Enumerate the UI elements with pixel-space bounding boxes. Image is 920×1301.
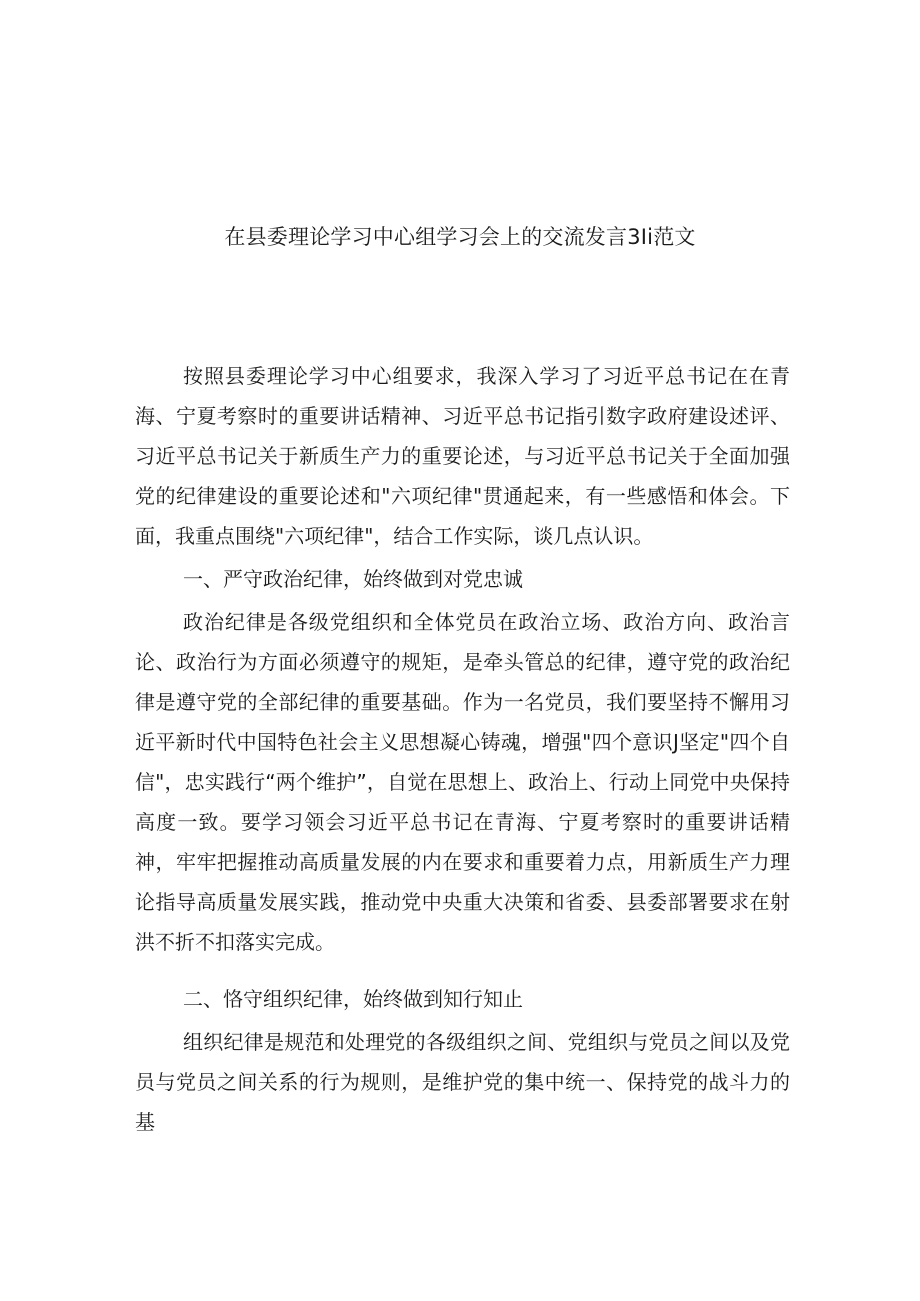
document-title: 在县委理论学习中心组学习会上的交流发言3Ii范文 [224,225,696,249]
section-heading-1: 一、严守政治纪律，始终做到对党忠诚 [183,567,523,591]
intro-paragraph: 按照县委理论学习中心组要求，我深入学习了习近平总书记在在青海、宁夏考察时的重要讲话精神、习近平总书记指引数字政府建设述评、习近平总书记关于新质生产力的重要论述，与习近平总书记关于全面加强党的纪律建设的重要论述和"六项纪律"贯通起来，有一些感悟和体会。下面，我重点围绕"六项纪律"，结合工作实际，谈几点认识。 [135,364,790,548]
section-heading-2: 二、恪守组织纪律，始终做到知行知止 [183,987,523,1011]
document-body [135,356,790,1142]
section-2-paragraph: 组织纪律是规范和处理党的各级组织之间、党组织与党员之间以及党员与党员之间关系的行为规则，是维护党的集中统一、保持党的战斗力的基 [135,1030,790,1134]
section-1-paragraph: 政治纪律是各级党组织和全体党员在政治立场、政治方向、政治言论、政治行为方面必须遵守的规矩，是牵头管总的纪律，遵守党的政治纪律是遵守党的全部纪律的重要基础。作为一名党员，我们要坚持不懈用习近平新时代中国特色社会主义思想凝心铸魂，增强"四个意识J坚定"四个自信"，忠实践行“两个维护”，自觉在思想上、政治上、行动上同党中央保持高度一致。要学习领会习近平总书记在青海、宁夏考察时的重要讲话精神，牢牢把握推动高质量发展的内在要求和重要着力点，用新质生产力理论指导高质量发展实践，推动党中央重大决策和省委、县委部署要求在射洪不折不扣落实完成。 [135,610,790,954]
